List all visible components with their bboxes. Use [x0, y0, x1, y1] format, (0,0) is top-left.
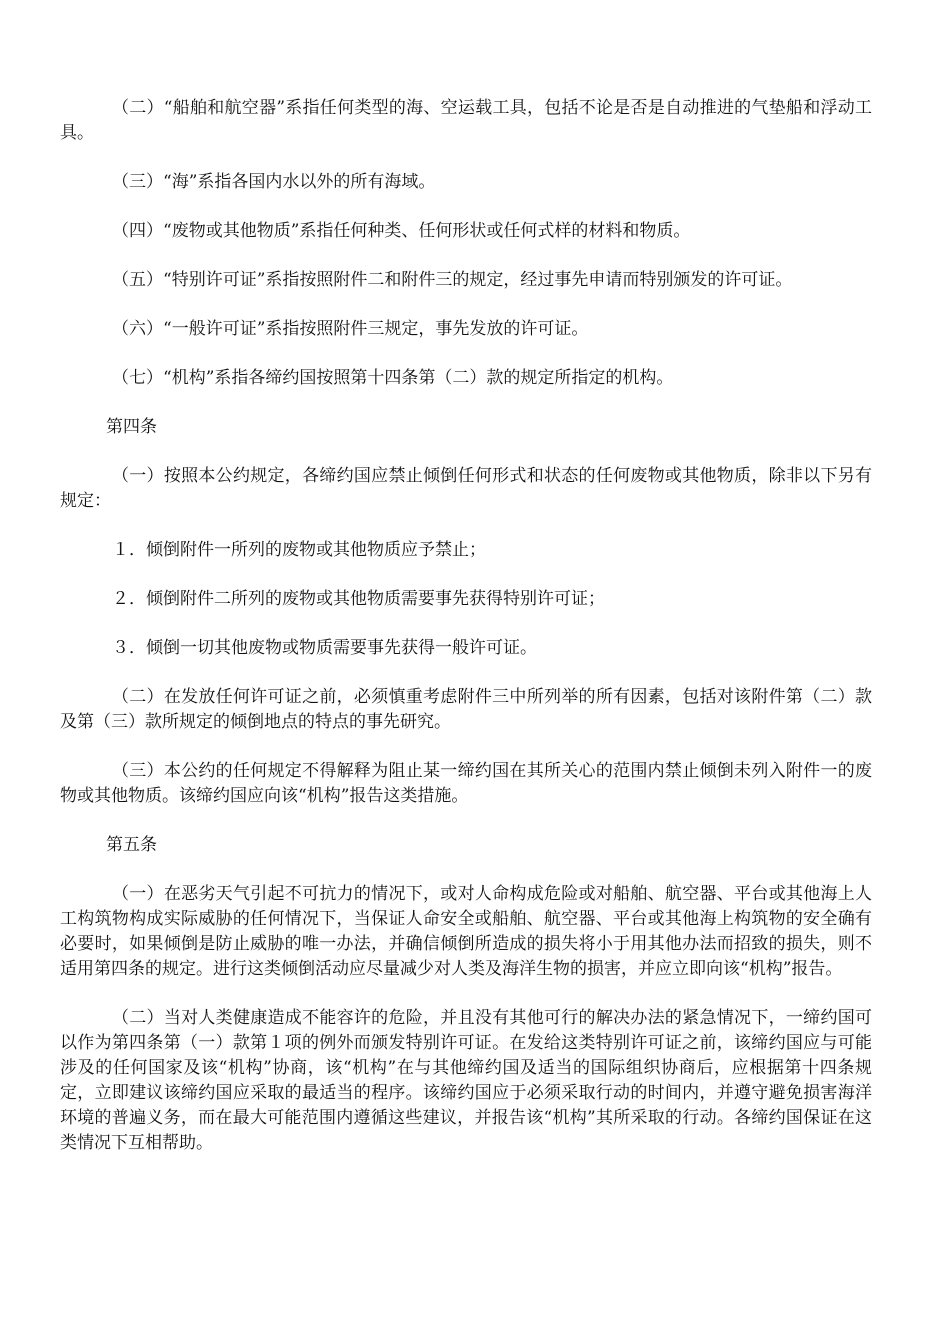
paragraph-definition-organisation: （七）“机构”系指各缔约国按照第十四条第（二）款的规定所指定的机构。 [112, 368, 674, 388]
article-4-paragraph-1: （一）按照本公约规定，各缔约国应禁止倾倒任何形式和状态的任何废物或其他物质，除非以下另有规定： [60, 466, 872, 511]
article-5-paragraph-1: （一）在恶劣天气引起不可抗力的情况下，或对人命构成危险或对船舶、航空器、平台或其他海上人工构筑物构成实际威胁的任何情况下，当保证人命安全或船舶、航空器、平台或其他海上构筑物的安全确有必要时，如果倾倒是防止威胁的唯一办法，并确信倾倒所造成的损失将小于用其他办法而招致的损失，则不适用第四条的规定。进行这类倾倒活动应尽量减少对人类及海洋生物的损害，并应立即向该“机构”报告。 [60, 884, 872, 979]
document-page [60, 96, 872, 1180]
paragraph-definition-general-permit: （六）“一般许可证”系指按照附件三规定，事先发放的许可证。 [112, 319, 589, 339]
article-5-paragraph-2: （二）当对人类健康造成不能容许的危险，并且没有其他可行的解决办法的紧急情况下，一缔约国可以作为第四条第（一）款第１项的例外而颁发特别许可证。在发给这类特别许可证之前，该缔约国应与可能涉及的任何国家及该“机构”协商，该“机构”在与其他缔约国及适当的国际组织协商后，应根据第十四条规定，立即建议该缔约国应采取的最适当的程序。该缔约国应于必须采取行动的时间内，并遵守避免损害海洋环境的普遍义务，而在最大可能范围内遵循这些建议，并报告该“机构”其所采取的行动。各缔约国保证在这类情况下互相帮助。 [60, 1008, 872, 1153]
paragraph-definition-wastes: （四）“废物或其他物质”系指任何种类、任何形状或任何式样的材料和物质。 [112, 221, 691, 241]
article-4-item-1: １．倾倒附件一所列的废物或其他物质应予禁止； [112, 540, 486, 560]
paragraph-definition-ships: （二）“船舶和航空器”系指任何类型的海、空运载工具，包括不论是否是自动推进的气垫船和浮动工具。 [60, 98, 872, 143]
article-4-item-3: ３．倾倒一切其他废物或物质需要事先获得一般许可证。 [112, 638, 537, 658]
paragraph-definition-sea: （三）“海”系指各国内水以外的所有海域。 [112, 172, 436, 192]
article-4-paragraph-2: （二）在发放任何许可证之前，必须慎重考虑附件三中所列举的所有因素，包括对该附件第（二）款及第（三）款所规定的倾倒地点的特点的事先研究。 [60, 687, 872, 732]
article-4-paragraph-3: （三）本公约的任何规定不得解释为阻止某一缔约国在其所关心的范围内禁止倾倒未列入附件一的废物或其他物质。该缔约国应向该“机构”报告这类措施。 [60, 761, 872, 806]
paragraph-definition-special-permit: （五）“特别许可证”系指按照附件二和附件三的规定，经过事先申请而特别颁发的许可证。 [112, 270, 793, 290]
article-5-heading: 第五条 [106, 835, 157, 855]
article-4-heading: 第四条 [106, 417, 157, 437]
article-4-item-2: ２．倾倒附件二所列的废物或其他物质需要事先获得特别许可证； [112, 589, 605, 609]
